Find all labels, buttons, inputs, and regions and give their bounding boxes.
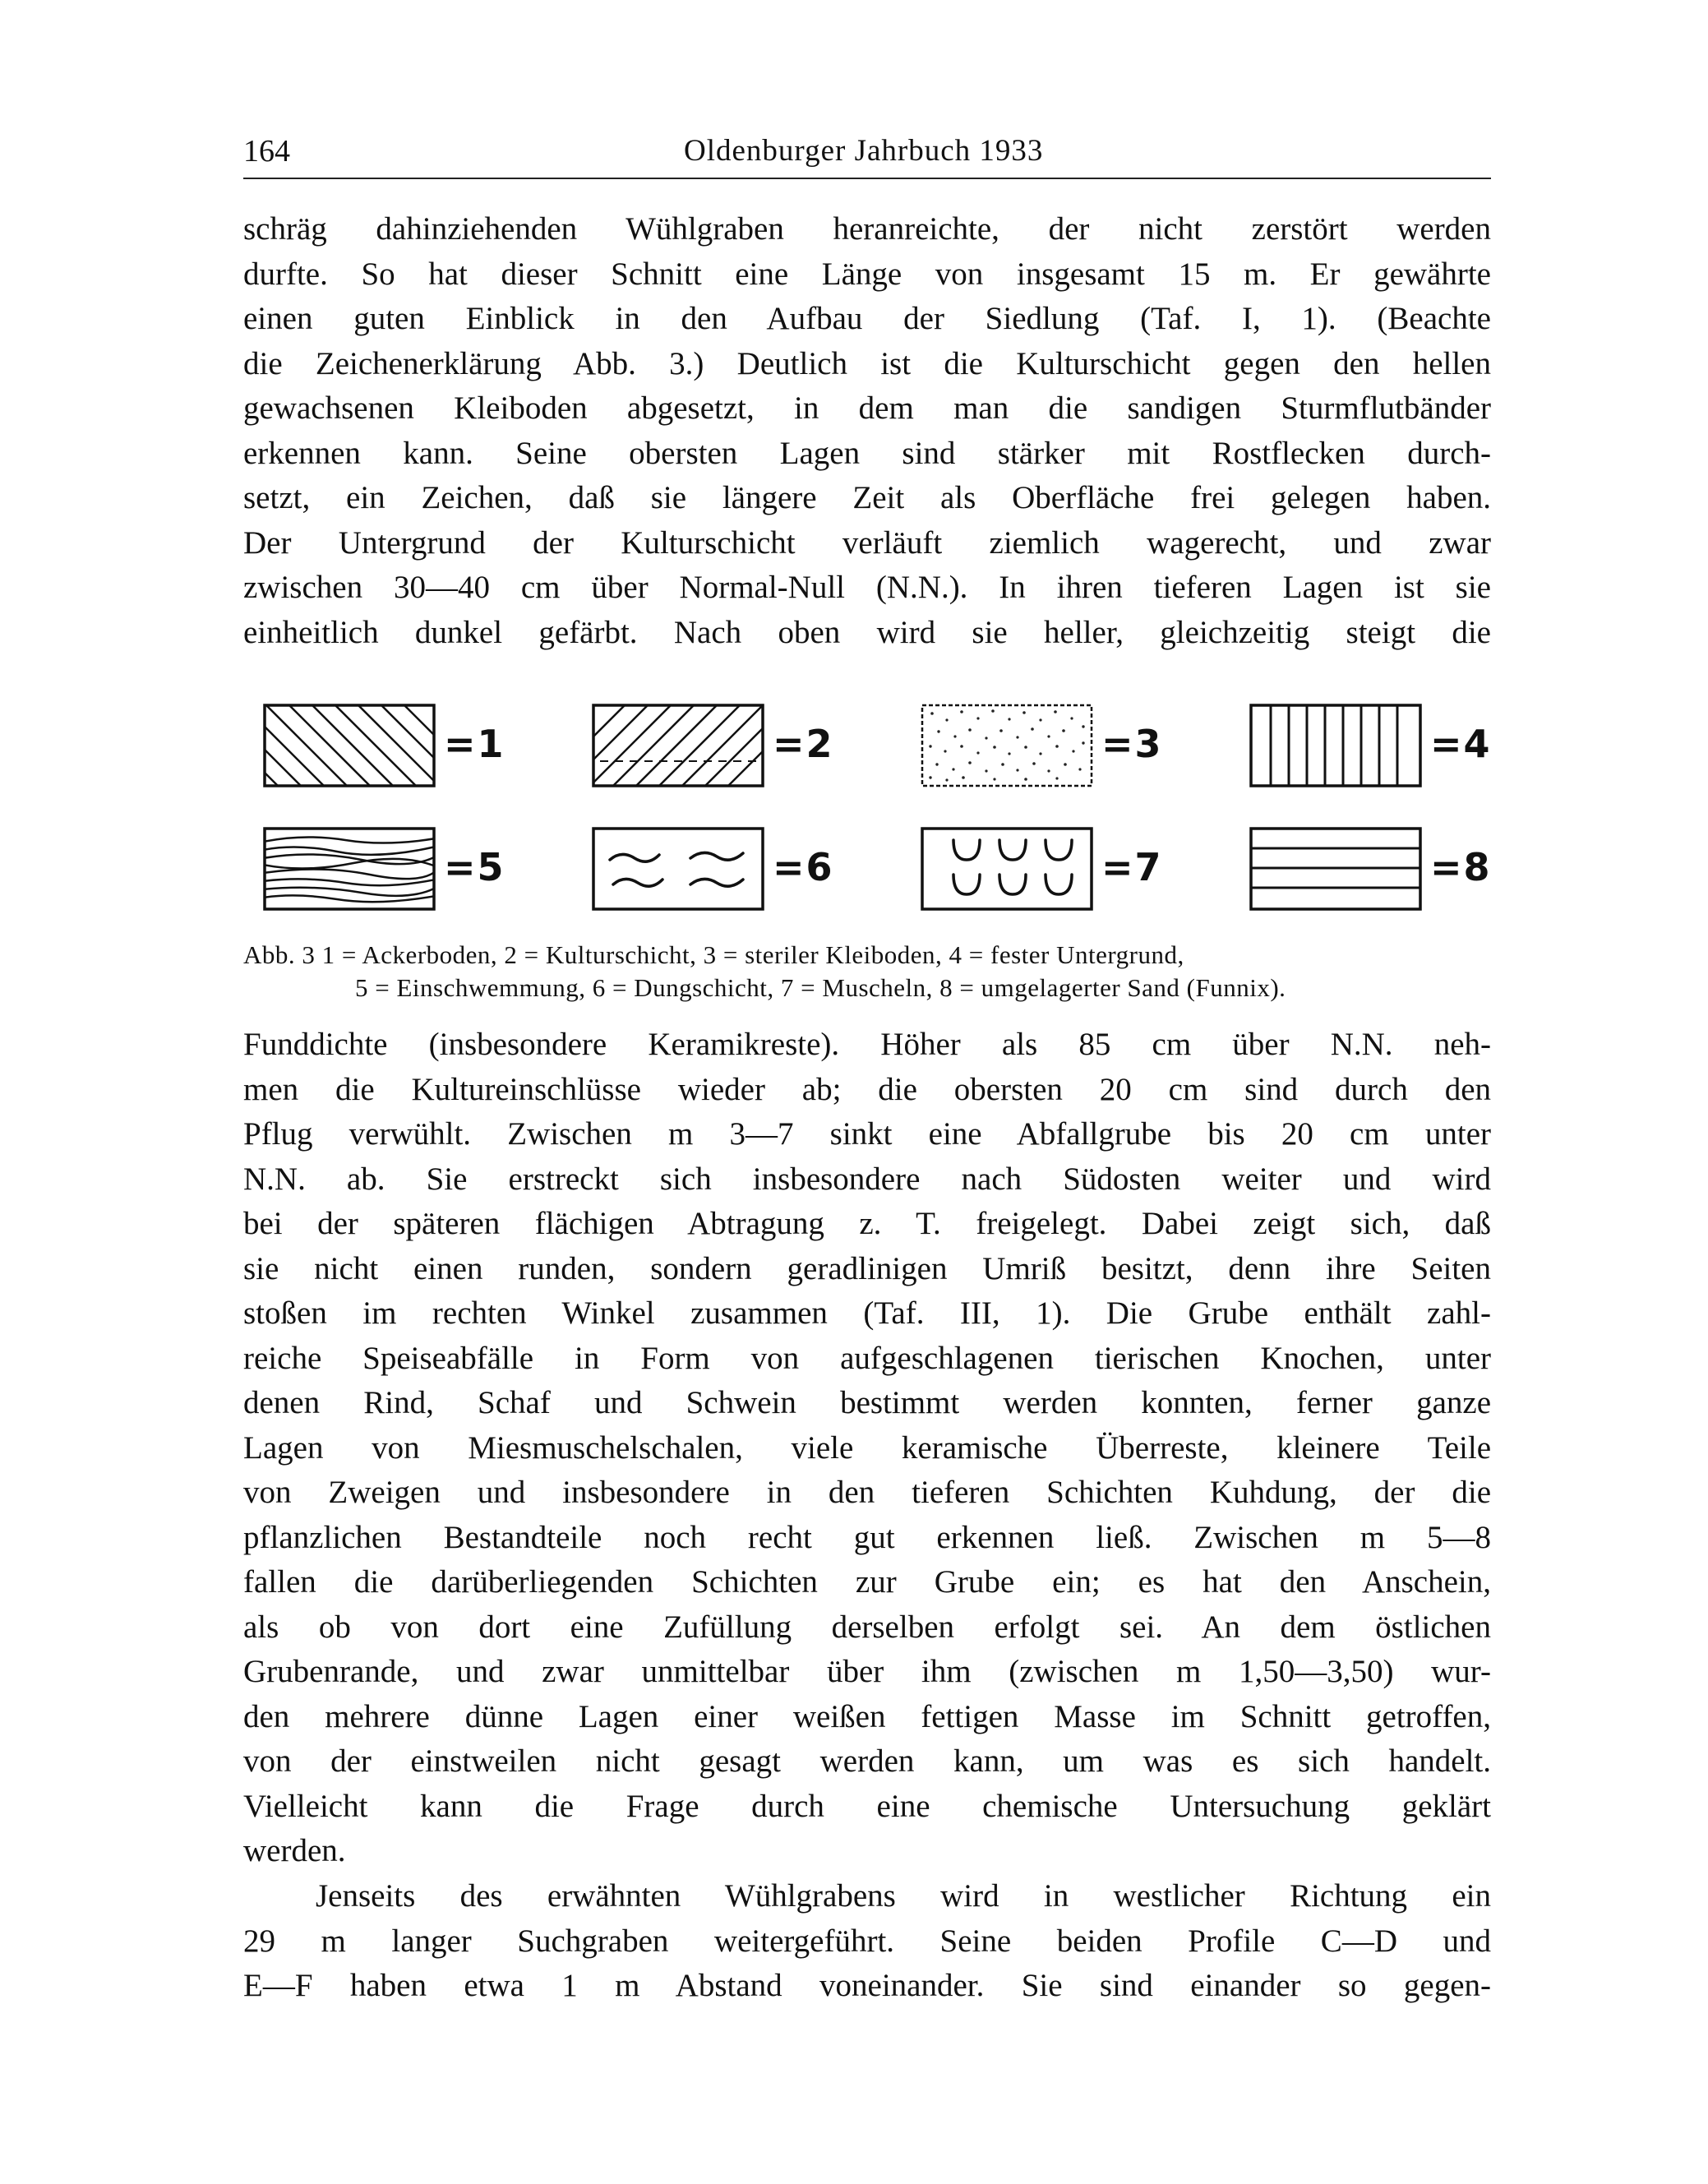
caption-line: Abb. 3 1 = Ackerboden, 2 = Kulturschicht, 3 = steriler Kleiboden, 4 = fester Untergrund, — [243, 940, 1184, 969]
page-header — [243, 132, 1491, 179]
legend-item-4 — [1230, 690, 1526, 789]
text-line: von Zweigen und insbesondere in den tieferen Schichten Kuhdung, der die — [243, 1475, 1491, 1510]
text-line: bei der späteren flächigen Abtragung z. T. freigelegt. Dabei zeigt sich, daß — [243, 1206, 1491, 1241]
text-line: gewachsenen Kleiboden abgesetzt, in dem man die sandigen Sturmflutbänder — [243, 390, 1491, 426]
text-line: 29 m langer Suchgraben weitergeführt. Seine beiden Profile C—D und — [243, 1923, 1491, 1959]
legend-item-2 — [572, 690, 868, 789]
tilde-pairs-icon — [592, 827, 764, 911]
shell-cups-icon — [921, 827, 1093, 911]
legend-item-7 — [901, 814, 1197, 912]
text-line: N.N. ab. Sie erstreckt sich insbesondere nach Südosten weiter und wird — [243, 1161, 1491, 1197]
text-line: durfte. So hat dieser Schnitt eine Länge von insgesamt 15 m. Er gewährte — [243, 256, 1491, 292]
text-line: stoßen im rechten Winkel zusammen (Taf. III, 1). Die Grube enthält zahl- — [243, 1295, 1491, 1331]
legend-item-3 — [901, 690, 1197, 789]
text-line: als ob von dort eine Zufüllung derselben erfolgt sei. An dem östlichen — [243, 1609, 1491, 1645]
vertical-lines-icon — [1249, 704, 1422, 787]
legend-item-6 — [572, 814, 868, 912]
text-line: von der einstweilen nicht gesagt werden kann, um was es sich handelt. — [243, 1743, 1491, 1779]
text-line: sie nicht einen runden, sondern geradlinigen Umriß besitzt, denn ihre Seiten — [243, 1250, 1491, 1286]
text-line: E—F haben etwa 1 m Abstand voneinander. Sie sind einander so gegen- — [243, 1968, 1491, 2003]
figure-caption — [243, 939, 1493, 1004]
text-line: zwischen 30—40 cm über Normal-Null (N.N.). In ihren tieferen Lagen ist sie — [243, 570, 1491, 605]
horizontal-lines-icon — [1249, 827, 1422, 911]
text-line: reiche Speiseabfälle in Form von aufgeschlagenen tierischen Knochen, unter — [243, 1340, 1491, 1376]
text-line: pflanzlichen Bestandteile noch recht gut erkennen ließ. Zwischen m 5—8 — [243, 1519, 1491, 1555]
wavy-layers-icon — [263, 827, 436, 911]
text-line: Lagen von Miesmuschelschalen, viele keramische Überreste, kleinere Teile — [243, 1429, 1491, 1466]
legend-label: =6 — [773, 845, 834, 889]
paragraph-1 — [243, 207, 1491, 655]
legend-label: =1 — [444, 722, 505, 766]
text-line: denen Rind, Schaf und Schwein bestimmt werden konnten, ferner ganze — [243, 1385, 1491, 1420]
legend-item-5 — [243, 814, 539, 912]
legend-label: =5 — [444, 845, 505, 889]
figure-legend — [243, 690, 1493, 921]
text-line: setzt, ein Zeichen, daß sie längere Zeit als Oberfläche frei gelegen haben. — [243, 480, 1491, 515]
hatch-backslash-icon — [263, 704, 436, 787]
running-head: Oldenburger Jahrbuch 1933 — [684, 134, 1044, 168]
legend-label: =7 — [1101, 845, 1163, 889]
caption-line: 5 = Einschwemmung, 6 = Dungschicht, 7 = Muscheln, 8 = umgelagerter Sand (Funnix). — [355, 973, 1286, 1002]
legend-label: =2 — [773, 722, 834, 766]
legend-item-8 — [1230, 814, 1526, 912]
legend-label: =4 — [1430, 722, 1492, 766]
legend-label: =8 — [1430, 845, 1492, 889]
text-line: men die Kultureinschlüsse wieder ab; die obersten 20 cm sind durch den — [243, 1071, 1491, 1107]
text-line: Pflug verwühlt. Zwischen m 3—7 sinkt eine Abfallgrube bis 20 cm unter — [243, 1116, 1491, 1152]
paragraph-2 — [243, 1023, 1491, 1874]
text-line: fallen die darüberliegenden Schichten zur Grube ein; es hat den Anschein, — [243, 1564, 1491, 1600]
text-line: den mehrere dünne Lagen einer weißen fettigen Masse im Schnitt getroffen, — [243, 1698, 1491, 1734]
text-line: Grubenrande, und zwar unmittelbar über ihm (zwischen m 1,50—3,50) wur- — [243, 1654, 1491, 1689]
hatch-slash-dashed-icon — [592, 704, 764, 787]
paragraph-3 — [243, 1874, 1491, 2009]
text-line: Vielleicht kann die Frage durch eine chemische Untersuchung geklärt — [243, 1788, 1491, 1824]
text-line: einheitlich dunkel gefärbt. Nach oben wird sie heller, gleichzeitig steigt die — [243, 614, 1491, 650]
text-line: Funddichte (insbesondere Keramikreste). Höher als 85 cm über N.N. neh- — [243, 1027, 1491, 1062]
text-line: erkennen kann. Seine obersten Lagen sind stärker mit Rostflecken durch- — [243, 435, 1491, 471]
stipple-dots-icon — [921, 704, 1093, 787]
page-number: 164 — [243, 134, 290, 169]
text-line: werden. — [243, 1833, 346, 1868]
legend-item-1 — [243, 690, 539, 789]
text-line: Jenseits des erwähnten Wühlgrabens wird in westlicher Richtung ein — [316, 1878, 1491, 1914]
text-line: schräg dahinziehenden Wühlgraben heranreichte, der nicht zerstört werden — [243, 211, 1491, 247]
text-line: Der Untergrund der Kulturschicht verläuft ziemlich wagerecht, und zwar — [243, 524, 1491, 561]
text-line: einen guten Einblick in den Aufbau der Siedlung (Taf. I, 1). (Beachte — [243, 301, 1491, 336]
text-line: die Zeichenerklärung Abb. 3.) Deutlich ist die Kulturschicht gegen den hellen — [243, 345, 1491, 381]
legend-label: =3 — [1101, 722, 1163, 766]
